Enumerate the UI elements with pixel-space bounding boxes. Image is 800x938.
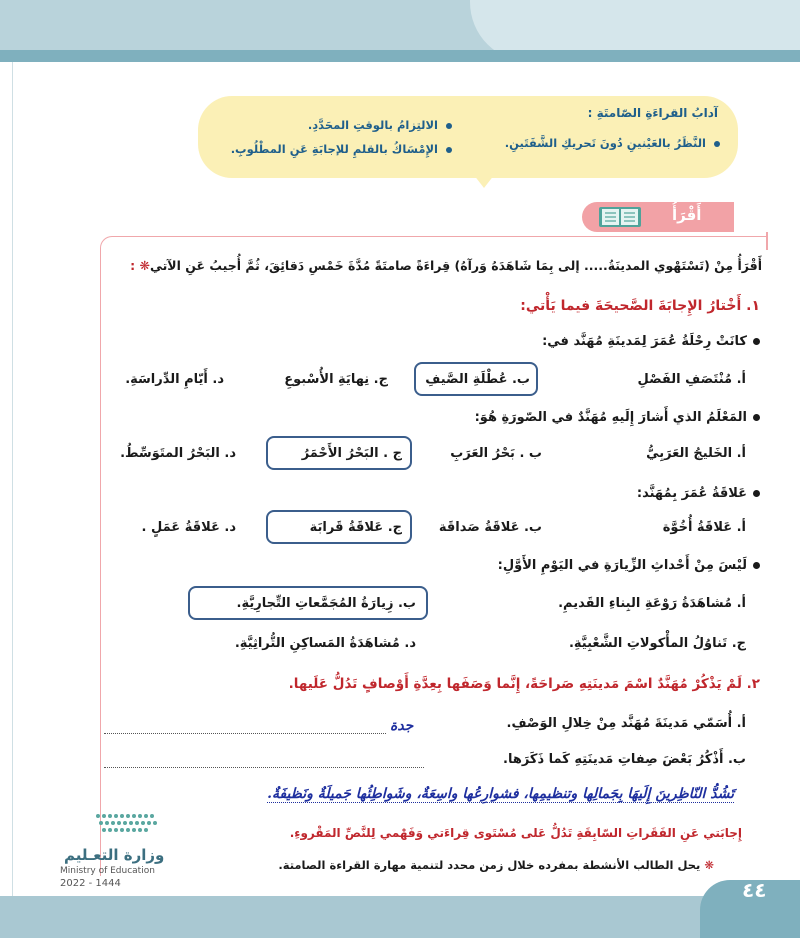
q2-option-a[interactable]: أ. الخَليجُ العَرَبِيُّ xyxy=(646,446,746,461)
tips-item-3: الإِمْسَاكُ بالقلمِ للإجابَةِ عَنِ المطْلُوبِ. xyxy=(231,142,452,156)
footer-band xyxy=(0,896,800,938)
q4-option-c[interactable]: ج. تَناوُلُ المأْكولاتِ الشَّعْبِيَّةِ. xyxy=(568,636,746,651)
ministry-name-arabic: وزارة التعـليم xyxy=(64,846,165,864)
q1-option-b[interactable]: ب. عُطْلَةِ الصَّيفِ xyxy=(425,372,530,387)
q2-option-c[interactable]: ج . البَحْرُ الأَحْمَرُ xyxy=(301,446,402,461)
q2-option-b[interactable]: ب . بَحْرُ العَرَبِ xyxy=(450,446,542,461)
bullet-icon xyxy=(714,141,720,147)
read-label: أَقْرَأُ xyxy=(672,206,702,224)
section1-title: ١. أَخْتارُ الإِجابَةَ الصَّحيحَةَ فيما يَأْتي: xyxy=(520,298,760,314)
q4-option-b[interactable]: ب. زِيارَةُ المُجَمَّعاتِ التِّجارِيَّةِ. xyxy=(236,596,416,611)
bullet-icon xyxy=(753,414,760,421)
q1-option-a[interactable]: أ. مُنْتَصَفِ الفَصْلِ xyxy=(637,372,746,387)
footnote-mark: ❋ xyxy=(704,858,714,872)
q3-option-c[interactable]: ج. عَلاقَةُ قَرابَة xyxy=(309,520,402,535)
bullet-icon xyxy=(753,338,760,345)
ministry-year: 2022 - 1444 xyxy=(60,878,121,889)
page-edge-line xyxy=(12,0,13,938)
footnote-asterisk: ❋ : xyxy=(130,258,150,273)
footnote: ❋ يحل الطالب الأنشطة بمفرده خلال زمن محدد لتنمية مهارة القراءة الصامتة. xyxy=(278,858,714,872)
tips-item-1: النَّظَرُ بالعَيْنينِ دُونَ تَحريكِ الشَّفَتَينِ. xyxy=(505,136,720,150)
reading-instruction: أَقْرَأُ مِنْ (تَسْتَهْوي المدينَةُ..... إلى بِمَا شَاهَدَهُ وَرآهُ) قِراءَةً صامتَةً مُدَّةَ خَمْسِ دَقائِقَ، ثُمَّ أُجيبُ عَنِ الآتي❋ : xyxy=(130,258,762,273)
q3-option-d[interactable]: د. عَلاقَةُ عَمَلٍ . xyxy=(141,520,236,535)
q4-option-d[interactable]: د. مُشاهَدَةُ المَساكِنِ التُّراثِيَّةِ. xyxy=(234,636,416,651)
tips-bubble-tail xyxy=(470,170,498,188)
section2-b-answer: تَشُدُّ النّاظِرينَ إِلَيهَا بِجَمالِها وتنظيمِها، فشوارِعُها واسِعَةٌ، وشَواطِئُها جَميلَةٌ ونَظيفَةٌ. xyxy=(267,786,734,802)
answer-line-b[interactable] xyxy=(104,766,424,768)
tips-item-2: الالتِزامُ بالوقتِ المحَدَّدِ. xyxy=(308,118,452,132)
q3-option-b[interactable]: ب. عَلاقَةُ صَداقَة xyxy=(438,520,542,535)
bullet-icon xyxy=(753,562,760,569)
section2-a-prompt: أ. أُسَمّي مَدينَةَ مُهَنَّد مِنْ خِلالِ الوَصْفِ. xyxy=(506,716,746,731)
bullet-icon xyxy=(446,123,452,129)
page-number: ٤٤ xyxy=(742,878,767,902)
ministry-name-english: Ministry of Education xyxy=(60,866,155,876)
question-1-prompt: كانَتْ رِحْلَةُ عُمَرَ لِمَدينَةِ مُهَنَّد في: xyxy=(542,334,760,349)
top-banner-stripe xyxy=(0,50,800,62)
open-book-icon xyxy=(598,206,642,228)
ministry-logo-icon xyxy=(92,810,162,836)
q1-option-c[interactable]: ج. نِهايَةِ الأُسْبوعِ xyxy=(284,372,388,387)
content-frame xyxy=(100,236,766,876)
bullet-icon xyxy=(446,147,452,153)
q1-option-d[interactable]: د. أَيّامِ الدِّراسَةِ. xyxy=(125,372,224,387)
question-2-prompt: المَعْلَمُ الذي أَشارَ إِلَيهِ مُهَنَّدٌ في الصّورَةِ هُوَ: xyxy=(475,410,760,425)
bullet-icon xyxy=(753,490,760,497)
section2-title: ٢. لَمْ يَذْكُرْ مُهَنَّدٌ اسْمَ مَدينَتِهِ صَراحَةً، إِنَّما وَصَفَها بِعِدَّةِ أَوْصافٍ تَدُلُّ عَلَيها. xyxy=(288,676,760,692)
q4-option-a[interactable]: أ. مُشاهَدَةُ رَوْعَةِ البِناءِ القَديمِ. xyxy=(558,596,746,611)
tips-title: آدابُ القراءَةِ الصّامتَةِ : xyxy=(587,106,718,120)
answer-line-a[interactable] xyxy=(104,732,386,734)
q3-option-a[interactable]: أ. عَلاقَةُ أُخُوَّة xyxy=(662,520,746,535)
section2-a-answer: جدة xyxy=(390,718,414,734)
question-3-prompt: عَلاقَةُ عُمَرَ بِمُهَنَّد: xyxy=(637,486,760,501)
section2-b-prompt: ب. أَذْكُرُ بَعْضَ صِفاتِ مَدينَتِهِ كَما ذَكَرَها. xyxy=(503,752,746,767)
question-4-prompt: لَيْسَ مِنْ أَحْداثِ الزِّيارَةِ في اليَوْمِ الأَوَّلِ: xyxy=(498,558,760,573)
frame-connector xyxy=(766,232,768,250)
q2-option-d[interactable]: د. البَحْرُ المتَوَسِّطُ. xyxy=(120,446,236,461)
self-check-note: إِجابَتي عَنِ الفَقَراتِ السّابِقَةِ تَدُلُّ عَلى مُسْتَوى قِراءَتي وَفَهْمي لِلنَّصِّ المَقْروءِ. xyxy=(289,826,742,840)
